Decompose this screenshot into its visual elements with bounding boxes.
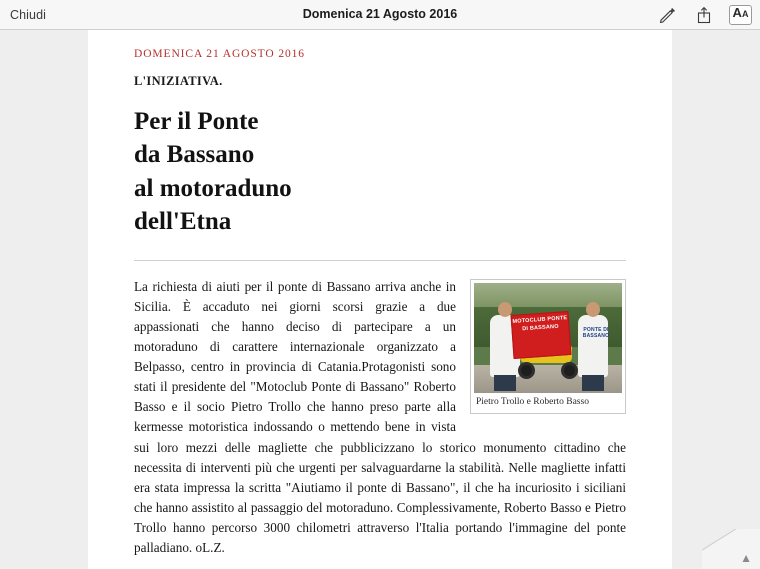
article-content — [88, 30, 672, 558]
text-size-large-a: A — [732, 5, 742, 20]
article-sheet[interactable] — [88, 30, 672, 569]
article-body-wrapper — [134, 277, 626, 558]
text-size-button[interactable] — [729, 5, 752, 25]
divider — [134, 260, 626, 261]
toolbar-actions — [657, 4, 752, 26]
share-icon[interactable] — [693, 4, 715, 26]
article-figure — [470, 279, 626, 414]
photo-banner-text: MOTOCLUB PONTE DI BASSANO — [511, 311, 572, 359]
photo-person-right — [578, 315, 608, 377]
article-body-text: La richiesta di aiuti per il ponte di Bassano arriva anche in Sicilia. È accaduto nei giorni scorsi grazie a due appassionati che hanno deciso di partecipare a un motoraduno di carattere internazionale organizzato a Belpasso, centro in provincia di Catania.Protagonisti sono stati il presidente del "Motoclub Ponte di Bassano" Roberto Basso e il socio Pietro Trollo che hanno preso parte alla kermesse motoristica indossando o mettendo bene in vista sui loro mezzi delle magliette che pubblicizzano lo storico monumento cittadino che necessita di interventi più che urgenti per salvaguardarne la stabilità. Nelle magliette infatti era stata impressa la scritta "Aiutiamo il ponte di Bassano", il che ha incuriosito i siciliani che hanno assistito al passaggio del motoraduno. Complessivamente, Roberto Basso e Pietro Trollo hanno percorso 3000 chilometri attraverso l'Italia portando l'immagine del ponte palladiano. oL.Z. — [134, 279, 626, 555]
photo-motorcycle-wheel-front — [518, 362, 535, 379]
article-overline: L'INIZIATIVA. — [134, 74, 223, 88]
text-size-small-a: A — [741, 9, 749, 19]
photo-person-right-head — [586, 302, 600, 317]
photo-motorcycle-wheel-rear — [561, 362, 578, 379]
headline-line-4: dell'Etna — [134, 207, 232, 235]
figure-caption: Pietro Trollo e Roberto Basso — [476, 397, 589, 407]
pencil-icon[interactable] — [657, 4, 679, 26]
article-photo — [474, 283, 622, 393]
chevron-up-icon[interactable]: ▲ — [740, 551, 752, 565]
page-corner-fold[interactable] — [702, 529, 760, 569]
headline-line-2: da Bassano — [134, 141, 255, 169]
top-toolbar — [0, 0, 760, 30]
article-date: DOMENICA 21 AGOSTO 2016 — [134, 48, 305, 60]
photo-shirt-text: PONTE DI BASSANO — [582, 327, 610, 339]
page-title: Domenica 21 Agosto 2016 — [302, 7, 458, 21]
photo-person-left-legs — [494, 375, 516, 391]
headline-line-1: Per il Ponte — [134, 108, 259, 135]
close-button[interactable]: Chiudi — [10, 8, 47, 22]
photo-person-right-legs — [582, 375, 604, 391]
article-headline — [134, 105, 626, 238]
headline-line-3: al motoraduno — [134, 174, 292, 202]
